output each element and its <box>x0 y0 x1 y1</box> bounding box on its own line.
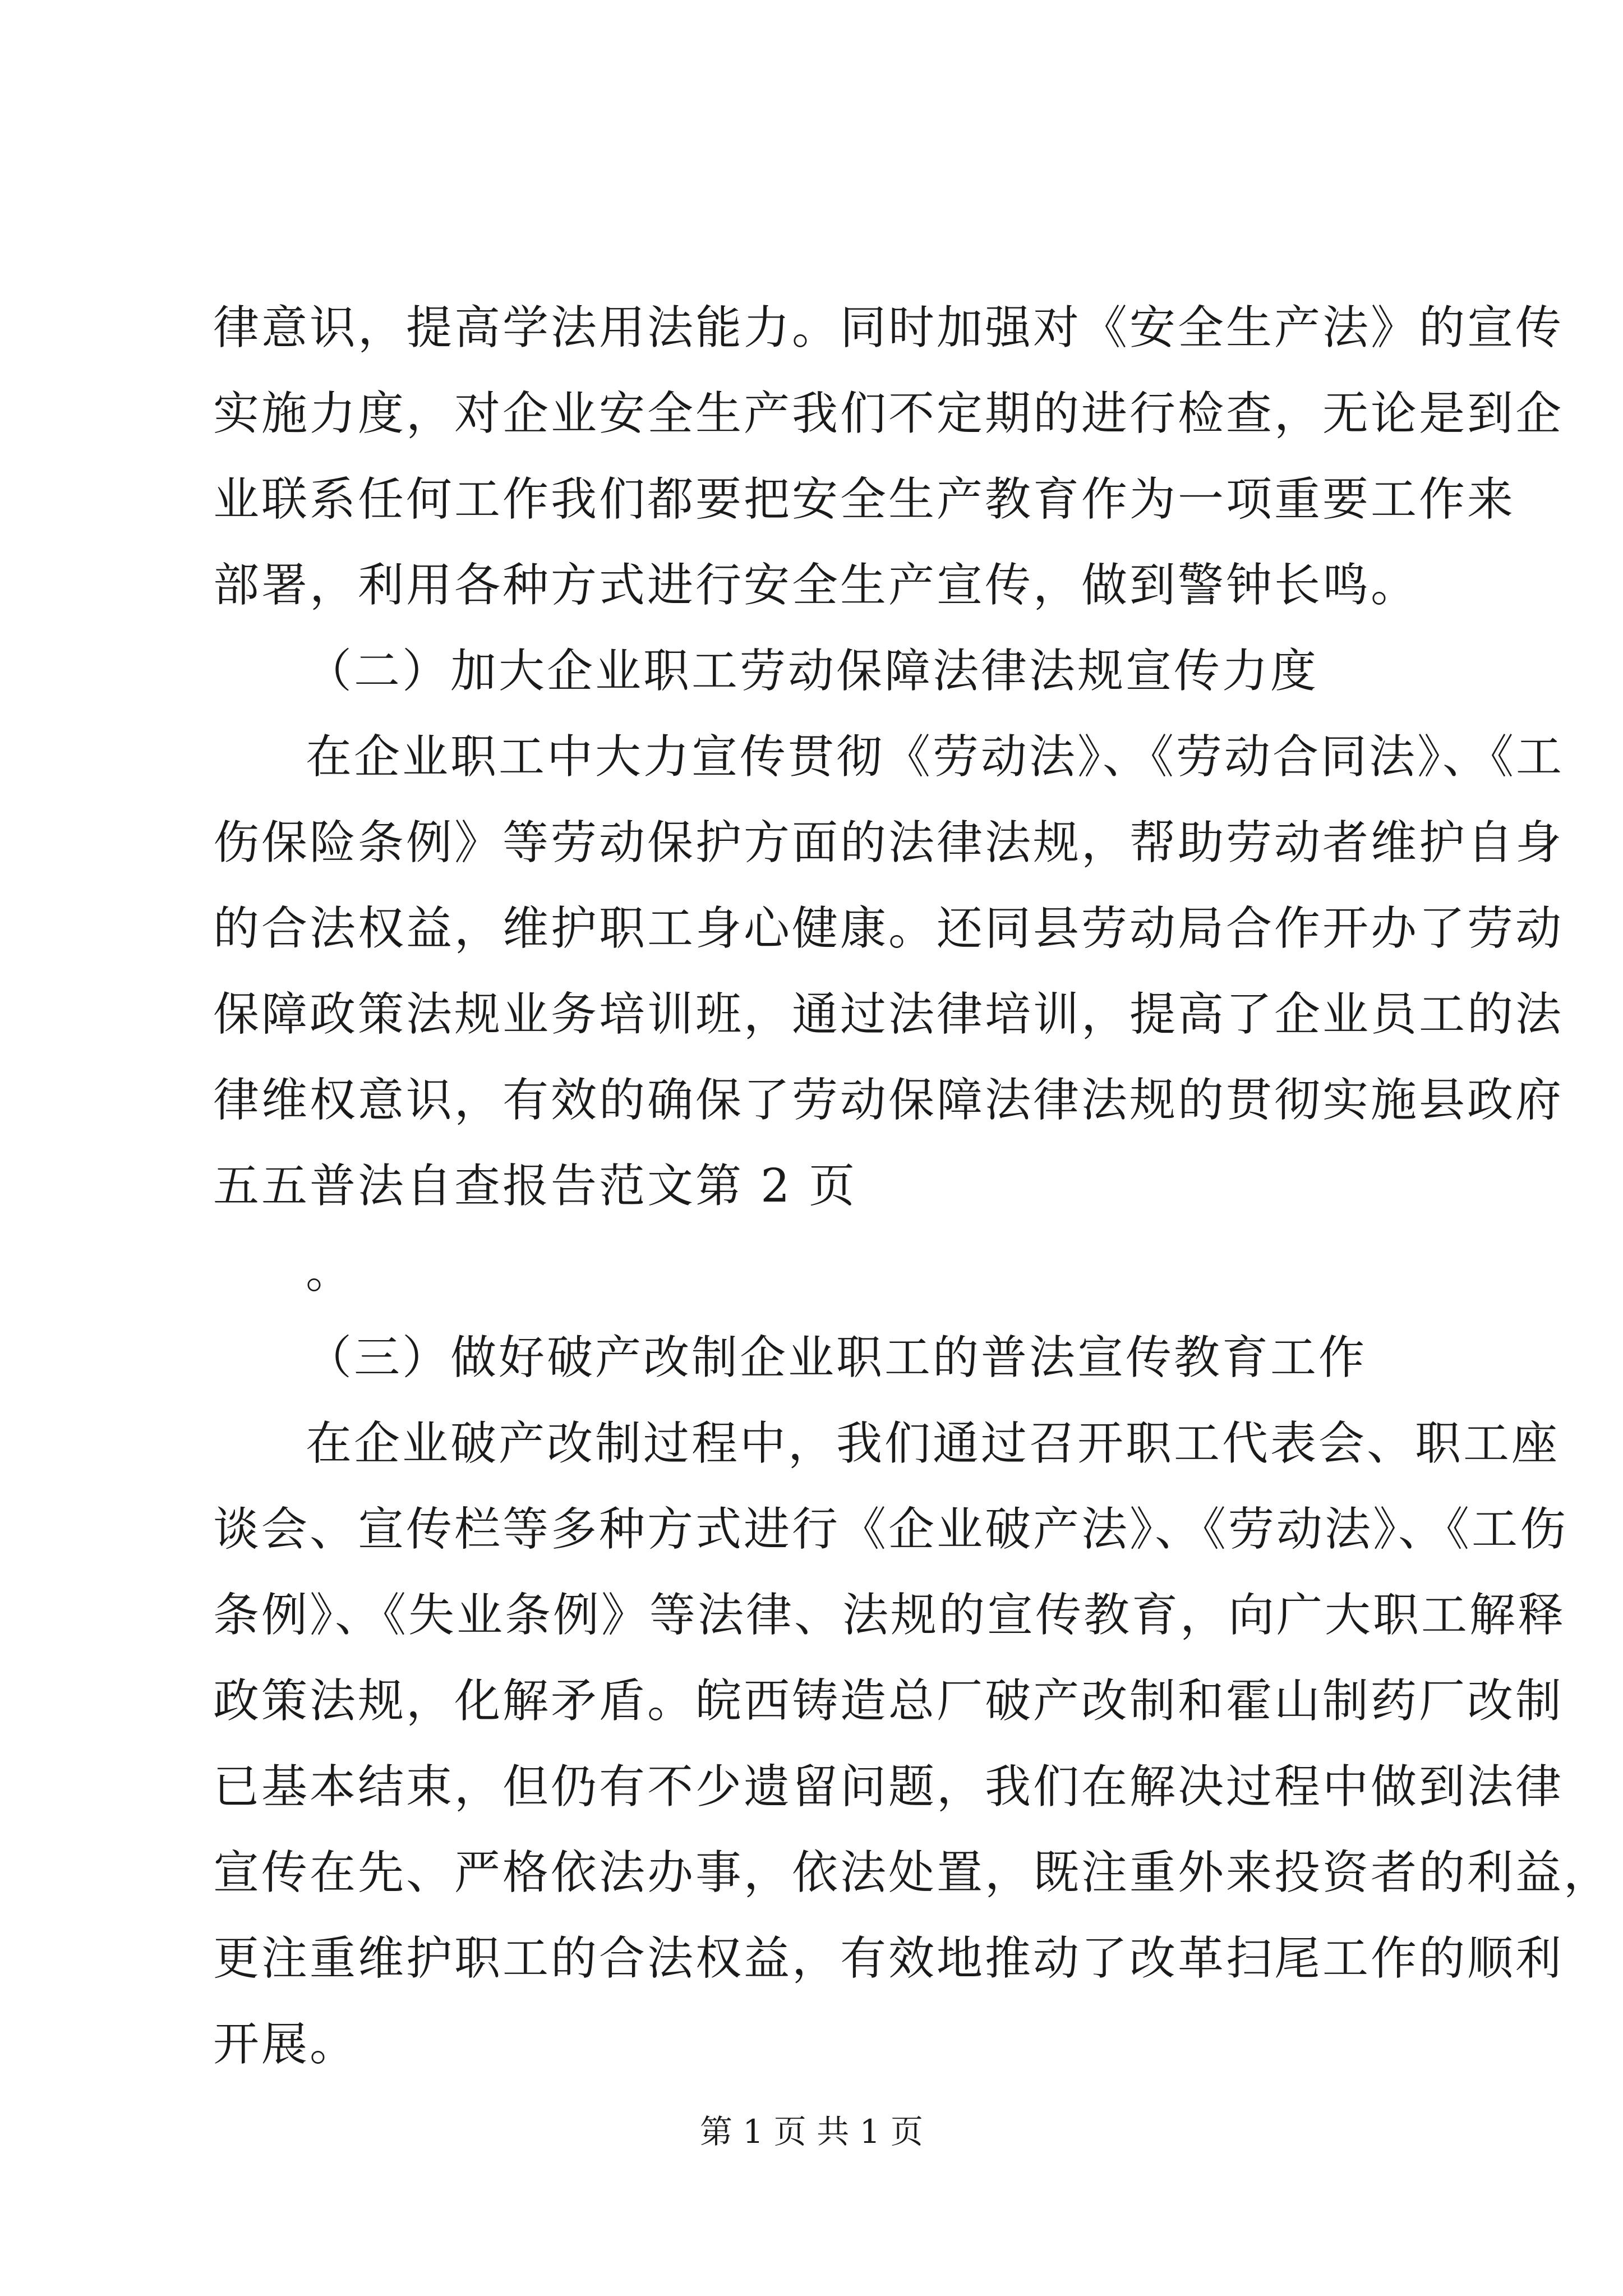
text-line-10: 律维权意识，有效的确保了劳动保障法律法规的贯彻实施县政府 <box>213 1074 1564 1127</box>
section-heading-3: （三）做好破产改制企业职工的普法宣传教育工作 <box>306 1331 1367 1384</box>
text-line-8: 的合法权益，维护职工身心健康。还同县劳动局合作开办了劳动 <box>213 902 1564 955</box>
text-line-9: 保障政策法规业务培训班，通过法律培训，提高了企业员工的法 <box>213 988 1564 1041</box>
text-line-1: 律意识，提高学法用法能力。同时加强对《安全生产法》的宣传 <box>213 301 1564 355</box>
text-line-2: 实施力度，对企业安全生产我们不定期的进行检查，无论是到企 <box>213 387 1564 440</box>
text-line-6: 在企业职工中大力宣传贯彻《劳动法》、《劳动合同法》、《工 <box>306 730 1565 784</box>
text-line-17: 政策法规，化解矛盾。皖西铸造总厂破产改制和霍山制药厂改制 <box>213 1674 1564 1728</box>
page-footer: 第 1 页 共 1 页 <box>700 2113 923 2151</box>
text-line-11: 五五普法自查报告范文第 2 页 <box>213 1159 857 1213</box>
text-line-3: 业联系任何工作我们都要把安全生产教育作为一项重要工作来 <box>213 473 1516 526</box>
text-line-18: 已基本结束，但仍有不少遗留问题，我们在解决过程中做到法律 <box>213 1760 1564 1814</box>
text-line-21: 开展。 <box>213 2018 358 2071</box>
text-line-15: 谈会、宣传栏等多种方式进行《企业破产法》、《劳动法》、《工伤 <box>213 1503 1569 1556</box>
text-line-19: 宣传在先、严格依法办事，依法处置，既注重外来投资者的利益， <box>213 1846 1612 1899</box>
text-line-7: 伤保险条例》等劳动保护方面的法律法规，帮助劳动者维护自身 <box>213 816 1564 869</box>
text-line-20: 更注重维护职工的合法权益，有效地推动了改革扫尾工作的顺利 <box>213 1932 1564 1985</box>
section-heading-2: （二）加大企业职工劳动保障法律法规宣传力度 <box>306 645 1319 698</box>
text-line-12: 。 <box>306 1245 354 1299</box>
text-line-14: 在企业破产改制过程中，我们通过召开职工代表会、职工座 <box>306 1417 1560 1470</box>
text-line-4: 部署，利用各种方式进行安全生产宣传，做到警钟长鸣。 <box>213 559 1419 612</box>
text-line-16: 条例》、《失业条例》等法律、法规的宣传教育，向广大职工解释 <box>213 1589 1566 1642</box>
